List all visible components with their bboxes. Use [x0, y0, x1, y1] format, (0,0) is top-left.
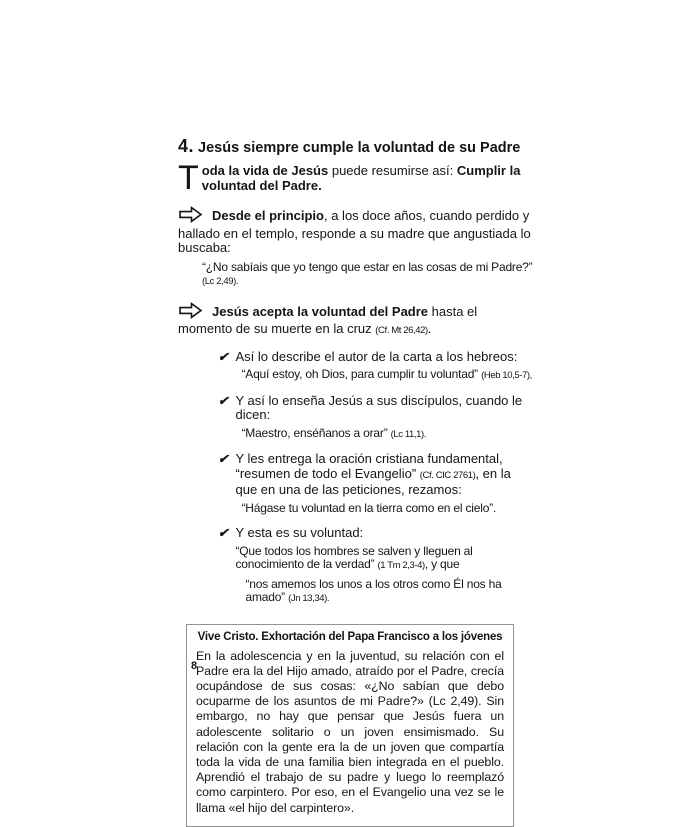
- arrow2-tail: .: [427, 321, 432, 336]
- arrow-right-icon: [178, 302, 203, 323]
- quote-text: “Que todos los hombres se salven y lleguen al conocimiento de la verdad”: [235, 543, 473, 571]
- scripture-citation: (Lc 11,1).: [390, 428, 427, 440]
- highlight-box: [186, 624, 514, 827]
- scripture-citation: (1 Tm 2,3-4): [377, 560, 425, 571]
- quote-text: “Hágase tu voluntad en la tierra como en el cielo”.: [241, 500, 497, 515]
- check-icon: ✔: [218, 349, 229, 364]
- catechism-citation: (Cf. CIC 2761): [419, 469, 476, 481]
- arrow1-text: , a los doce años, cuando perdido y hallado en el templo, responde a su madre que angustiada lo buscaba:: [178, 208, 531, 255]
- check2-lead: Y así lo enseña Jesús a sus discípulos, cuando le dicen:: [235, 392, 523, 422]
- quote-text: “Aquí estoy, oh Dios, para cumplir tu voluntad”: [241, 367, 482, 381]
- page-number: 8: [191, 660, 198, 672]
- quote-text: “Maestro, enséñanos a orar”: [241, 425, 391, 440]
- quote-text: “¿No sabíais que yo tengo que estar en las cosas de mi Padre?”: [202, 259, 533, 274]
- drop-cap: T: [178, 159, 199, 197]
- intro-middle: puede resumirse así:: [328, 163, 457, 178]
- check3-lead-part1: Y les entrega la oración cristiana fundamental, “resumen de todo el Evangelio”: [235, 451, 503, 481]
- quote-line: [241, 368, 531, 383]
- quote-line: [202, 261, 534, 289]
- quote-tail: , y que: [424, 557, 460, 571]
- check-item-body: [235, 350, 531, 383]
- page-title: [178, 137, 534, 158]
- arrow-right-icon: [178, 206, 203, 227]
- check1-lead: Así lo describe el autor de la carta a los hebreos:: [235, 348, 518, 364]
- quote-text: “nos amemos los unos a los otros como Él nos ha amado”: [245, 576, 502, 604]
- check-item-body: [235, 526, 534, 606]
- arrow2-lead-bold: Jesús acepta la voluntad del Padre: [212, 303, 429, 319]
- arrow-section-2: [178, 302, 534, 339]
- intro-tail-bold: Cumplir la voluntad del Padre.: [201, 163, 521, 193]
- check-item-2: [178, 394, 534, 442]
- arrow2-text: hasta el momento de su muerte en la cruz: [178, 303, 478, 336]
- check-item-body: [235, 452, 534, 515]
- scripture-citation: (Heb 10,5-7),: [481, 370, 532, 381]
- box-title: Vive Cristo. Exhortación del Papa Francisco a los jóvenes: [197, 630, 503, 643]
- scripture-citation: (Jn 13,34).: [288, 593, 330, 604]
- scripture-citation: (Cf. Mt 26,42): [375, 325, 428, 336]
- scripture-citation: (Lc 2,49).: [202, 276, 239, 287]
- section-number: 4.: [178, 136, 195, 156]
- check-icon: ✔: [218, 393, 229, 408]
- check3-lead-part2: , en la que en una de las peticiones, rezamos:: [235, 465, 511, 497]
- box-body-text: En la adolescencia y en la juventud, su relación con el Padre era la del Hijo amado, atraído por el Padre, crecía ocupándose de sus cosas: «¿No sabían que debo ocuparme de los asuntos de mi Padre?» (Lc 2,49). Sin embargo, no hay que pensar que Jesús fuera un adolescente solitario o un joven ensimismado. Su relación con la gente era la de un joven que compartía toda la vida de una familia bien integrada en el pueblo. Aprendió el trabajo de su padre y luego lo reemplazó como carpintero. Por eso, en el Evangelio una vez se le llama «el hijo del carpintero».: [196, 648, 504, 815]
- quote-line: [245, 578, 534, 606]
- quote-line: [241, 502, 534, 516]
- check4-lead: Y esta es su voluntad:: [235, 525, 364, 540]
- document-page: [178, 137, 534, 827]
- check-item-3: [178, 452, 534, 515]
- arrow1-lead-bold: Desde el principio: [212, 208, 324, 223]
- check-item-1: [178, 350, 534, 383]
- check-item-4: [178, 526, 534, 606]
- check-item-body: [235, 394, 534, 442]
- quote-line: [235, 545, 534, 573]
- check-icon: ✔: [218, 452, 229, 466]
- section-title-text: Jesús siempre cumple la voluntad de su Padre: [198, 140, 521, 156]
- intro-lead-bold: oda la vida de Jesús: [201, 163, 329, 178]
- intro-paragraph: [178, 159, 534, 197]
- arrow-section-1: [178, 206, 534, 289]
- check-icon: ✔: [218, 526, 229, 540]
- quote-line: [241, 427, 534, 442]
